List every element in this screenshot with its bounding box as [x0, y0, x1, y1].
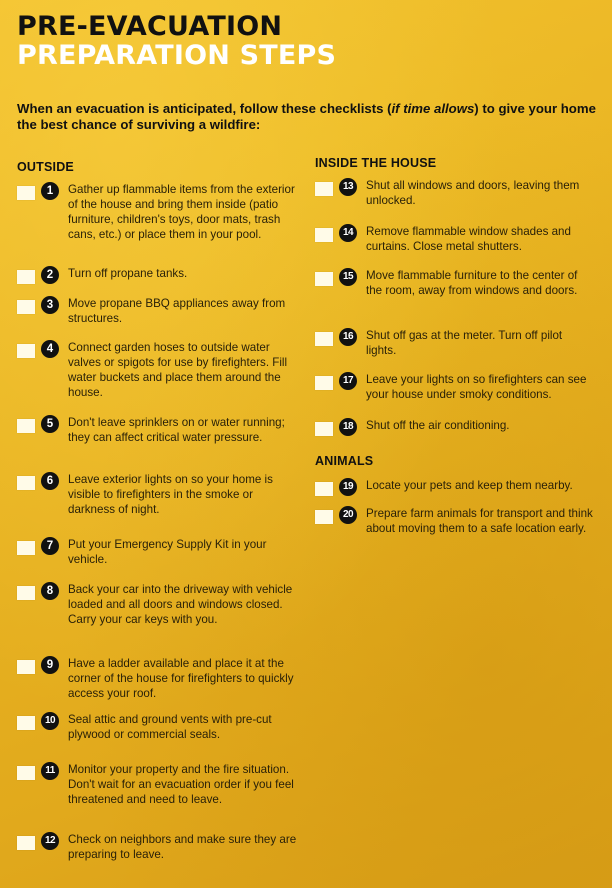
intro-emphasis: if time allows [391, 101, 475, 116]
checkbox[interactable] [17, 836, 35, 850]
step-text: Remove flammable window shades and curtains. Close metal shutters. [366, 225, 571, 253]
section-heading-animals: ANIMALS [315, 454, 374, 468]
step-text: Seal attic and ground vents with pre-cut plywood or commercial seals. [68, 713, 272, 741]
checklist-item [17, 472, 299, 517]
step-number-badge: 19 [339, 478, 357, 496]
section-heading-inside: INSIDE THE HOUSE [315, 156, 437, 170]
step-text: Turn off propane tanks. [68, 267, 188, 280]
step-number-badge: 3 [41, 296, 59, 314]
checklist-item [17, 296, 299, 326]
checkbox[interactable] [17, 541, 35, 555]
page-title [17, 12, 336, 70]
checklist-item [17, 415, 299, 445]
step-text: Don't leave sprinklers on or water running; they can affect critical water pressure. [68, 416, 285, 444]
title-line-1: PRE-EVACUATION [17, 11, 283, 42]
checklist-item [17, 182, 299, 242]
step-text: Prepare farm animals for transport and think about moving them to a safe location early. [366, 507, 593, 535]
intro-before: When an evacuation is anticipated, follow these checklists ( [17, 101, 392, 116]
step-number-badge: 1 [41, 182, 59, 200]
checklist-item [315, 224, 595, 254]
step-text: Connect garden hoses to outside water valves or spigots for use by firefighters. Fill water buckets and place them around the house. [68, 341, 288, 399]
step-number-badge: 11 [41, 762, 59, 780]
checkbox[interactable] [315, 228, 333, 242]
checkbox[interactable] [17, 716, 35, 730]
checkbox[interactable] [17, 344, 35, 358]
step-number-badge: 2 [41, 266, 59, 284]
step-number-badge: 9 [41, 656, 59, 674]
step-text: Leave exterior lights on so your home is visible to firefighters in the smoke or darkness of night. [68, 473, 273, 516]
step-text: Leave your lights on so firefighters can see your house under smoky conditions. [366, 373, 587, 401]
column-left [17, 160, 299, 882]
checklist-item [17, 712, 299, 742]
step-text: Gather up flammable items from the exterior of the house and bring them inside (patio furniture, children's toys, door mats, trash cans, etc.) or place them in your pool. [68, 183, 295, 241]
checklist-item [315, 478, 595, 496]
checkbox[interactable] [315, 272, 333, 286]
checklist-outside [17, 182, 299, 882]
step-text: Back your car into the driveway with vehicle loaded and all doors and windows closed. Carry your car keys with you. [68, 583, 293, 626]
checkbox[interactable] [315, 422, 333, 436]
checklist-item [17, 340, 299, 400]
checklist-item [315, 506, 595, 536]
step-text: Shut off the air conditioning. [366, 419, 510, 432]
checkbox[interactable] [17, 419, 35, 433]
checkbox[interactable] [17, 476, 35, 490]
step-number-badge: 20 [339, 506, 357, 524]
step-number-badge: 5 [41, 415, 59, 433]
step-number-badge: 13 [339, 178, 357, 196]
checklist-item [17, 266, 299, 284]
checklist-item [315, 178, 595, 208]
step-text: Shut off gas at the meter. Turn off pilot lights. [366, 329, 563, 357]
checkbox[interactable] [315, 376, 333, 390]
step-text: Move flammable furniture to the center of the room, away from windows and doors. [366, 269, 578, 297]
checklist-item [17, 582, 299, 627]
checkbox[interactable] [17, 300, 35, 314]
step-number-badge: 6 [41, 472, 59, 490]
checkbox[interactable] [17, 270, 35, 284]
checkbox[interactable] [315, 510, 333, 524]
checklist-item [17, 832, 299, 862]
step-number-badge: 7 [41, 537, 59, 555]
checkbox[interactable] [17, 766, 35, 780]
checklist-animals [315, 478, 595, 556]
checklist-item [315, 372, 595, 402]
checkbox[interactable] [315, 182, 333, 196]
checkbox[interactable] [315, 332, 333, 346]
step-text: Monitor your property and the fire situation. Don't wait for an evacuation order if you feel threatened and need to leave. [68, 763, 294, 806]
step-number-badge: 16 [339, 328, 357, 346]
checkbox[interactable] [315, 482, 333, 496]
step-number-badge: 14 [339, 224, 357, 242]
title-line-2: PREPARATION STEPS [17, 40, 337, 71]
step-number-badge: 15 [339, 268, 357, 286]
step-number-badge: 18 [339, 418, 357, 436]
column-right [315, 156, 595, 535]
checkbox[interactable] [17, 186, 35, 200]
checkbox[interactable] [17, 586, 35, 600]
step-number-badge: 8 [41, 582, 59, 600]
checklist-item [17, 656, 299, 701]
checklist-item [17, 537, 299, 567]
step-number-badge: 12 [41, 832, 59, 850]
checklist-item [17, 762, 299, 807]
step-text: Locate your pets and keep them nearby. [366, 479, 573, 492]
step-text: Put your Emergency Supply Kit in your vehicle. [68, 538, 267, 566]
checklist-item [315, 328, 595, 358]
checklist-item [315, 418, 595, 436]
intro-after: ) to give your home the best chance of surviving a wildfire: [17, 101, 596, 132]
step-text: Shut all windows and doors, leaving them unlocked. [366, 179, 580, 207]
intro-text [17, 101, 597, 133]
step-text: Have a ladder available and place it at the corner of the house for firefighters to quickly access your roof. [68, 657, 294, 700]
section-heading-outside: OUTSIDE [17, 160, 74, 174]
step-text: Move propane BBQ appliances away from structures. [68, 297, 286, 325]
step-number-badge: 4 [41, 340, 59, 358]
step-text: Check on neighbors and make sure they are preparing to leave. [68, 833, 297, 861]
checkbox[interactable] [17, 660, 35, 674]
step-number-badge: 17 [339, 372, 357, 390]
checklist-item [315, 268, 595, 298]
checklist-inside [315, 178, 595, 468]
step-number-badge: 10 [41, 712, 59, 730]
